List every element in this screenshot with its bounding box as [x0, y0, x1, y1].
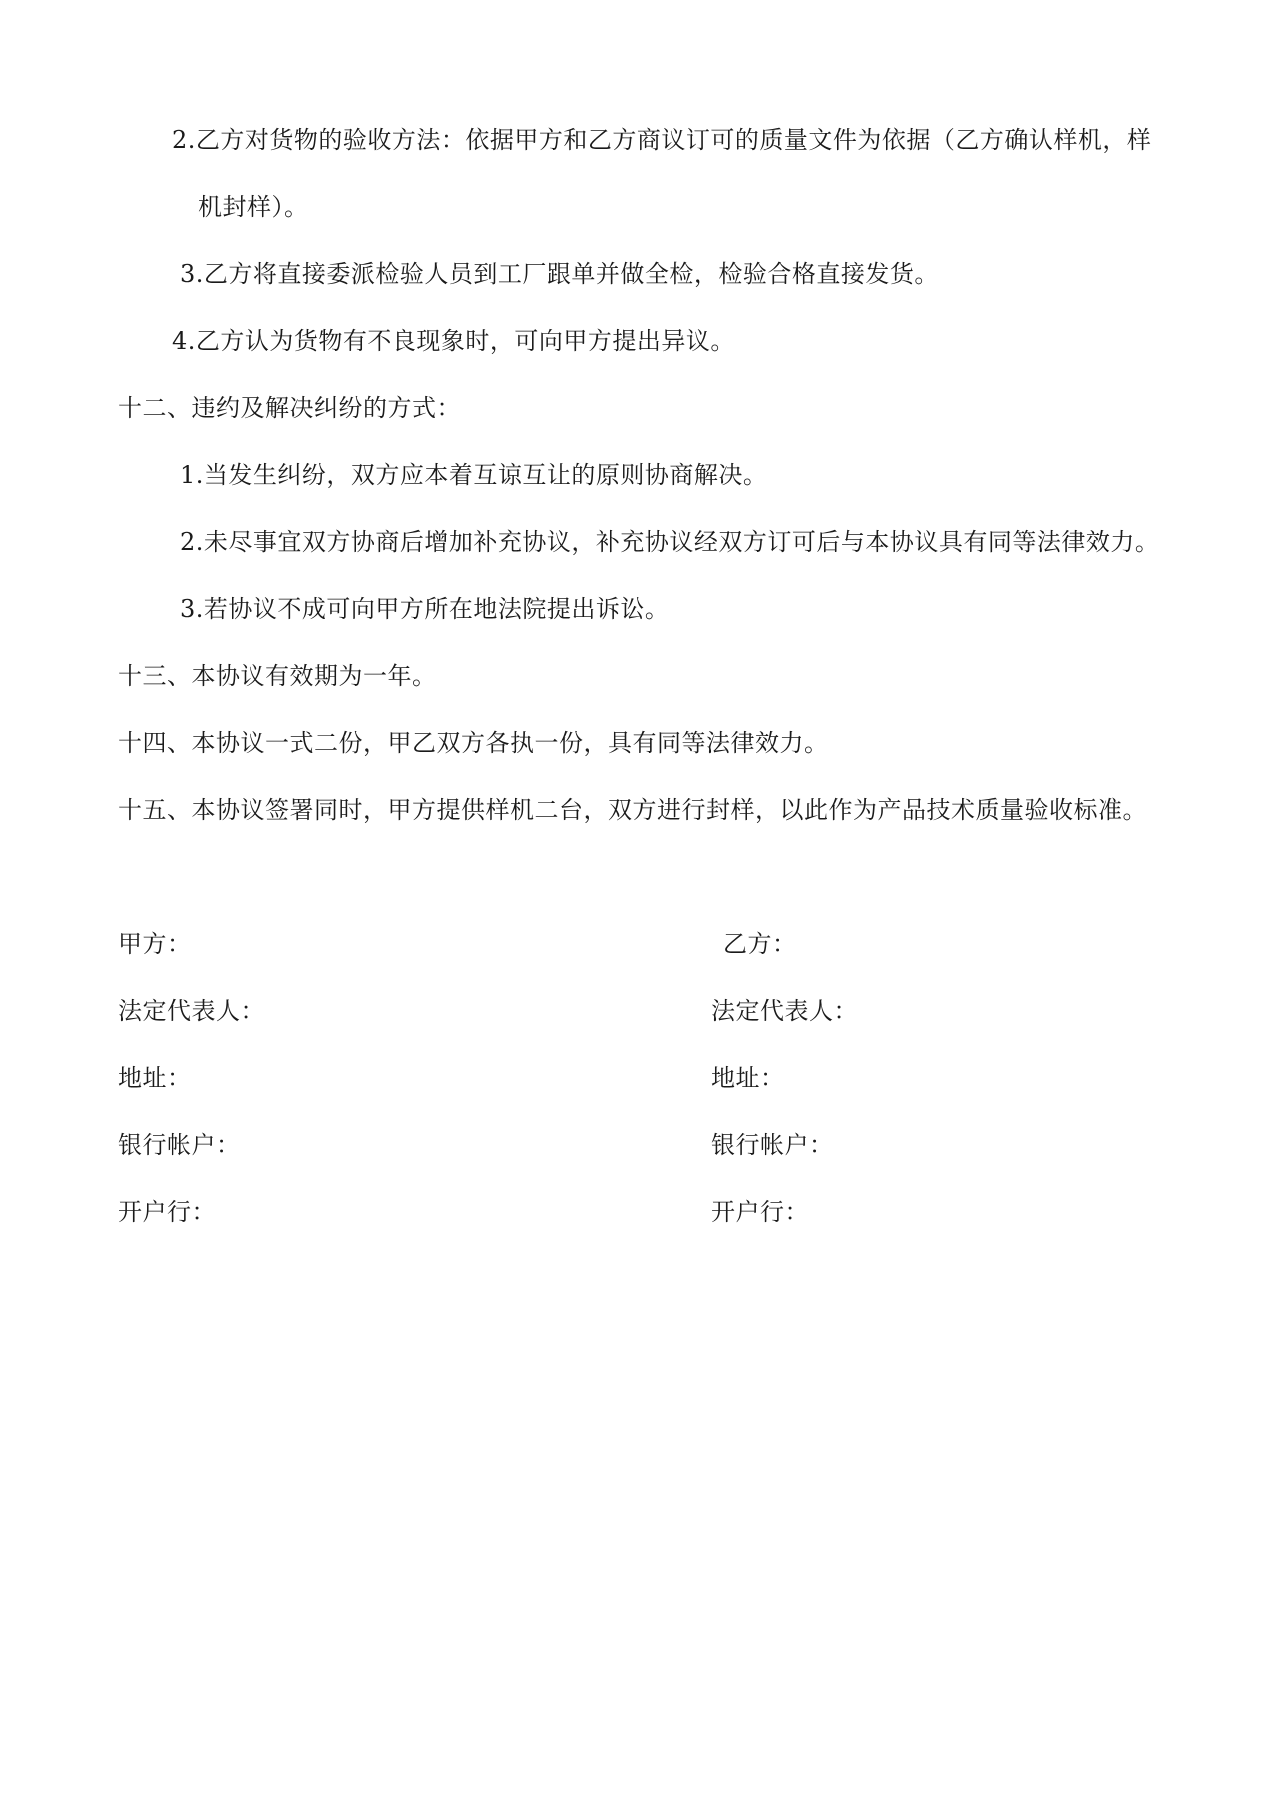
dispute-clause-1: 1.当发生纠纷，双方应本着互谅互让的原则协商解决。	[180, 461, 768, 489]
party-a-label: 甲方：	[118, 930, 192, 958]
party-b-bank-name-label: 开户行：	[711, 1198, 809, 1226]
section-13: 十三、本协议有效期为一年。	[118, 662, 437, 690]
party-b-address-label: 地址：	[711, 1064, 785, 1092]
party-b-bank-account-label: 银行帐户：	[711, 1131, 834, 1159]
section-12-heading: 十二、违约及解决纠纷的方式：	[118, 394, 461, 422]
party-a-bank-name-label: 开户行：	[118, 1198, 216, 1226]
inspection-clause: 3.乙方将直接委派检验人员到工厂跟单并做全检，检验合格直接发货。	[180, 260, 939, 288]
acceptance-method-line2: 机封样）。	[198, 193, 309, 221]
acceptance-method-line1: 2.乙方对货物的验收方法：依据甲方和乙方商议订可的质量文件为依据（乙方确认样机，样	[172, 126, 1152, 154]
party-b-label: 乙方：	[723, 930, 797, 958]
section-15: 十五、本协议签署同时，甲方提供样机二台，双方进行封样，以此作为产品技术质量验收标准。	[118, 796, 1147, 824]
party-a-address-label: 地址：	[118, 1064, 192, 1092]
objection-clause: 4.乙方认为货物有不良现象时，可向甲方提出异议。	[172, 327, 735, 355]
party-b-legal-rep-label: 法定代表人：	[711, 997, 858, 1025]
dispute-clause-3: 3.若协议不成可向甲方所在地法院提出诉讼。	[180, 595, 670, 623]
section-14: 十四、本协议一式二份，甲乙双方各执一份，具有同等法律效力。	[118, 729, 829, 757]
dispute-clause-2: 2.未尽事宜双方协商后增加补充协议，补充协议经双方订可后与本协议具有同等法律效力。	[180, 528, 1160, 556]
party-a-bank-account-label: 银行帐户：	[118, 1131, 241, 1159]
party-a-legal-rep-label: 法定代表人：	[118, 997, 265, 1025]
